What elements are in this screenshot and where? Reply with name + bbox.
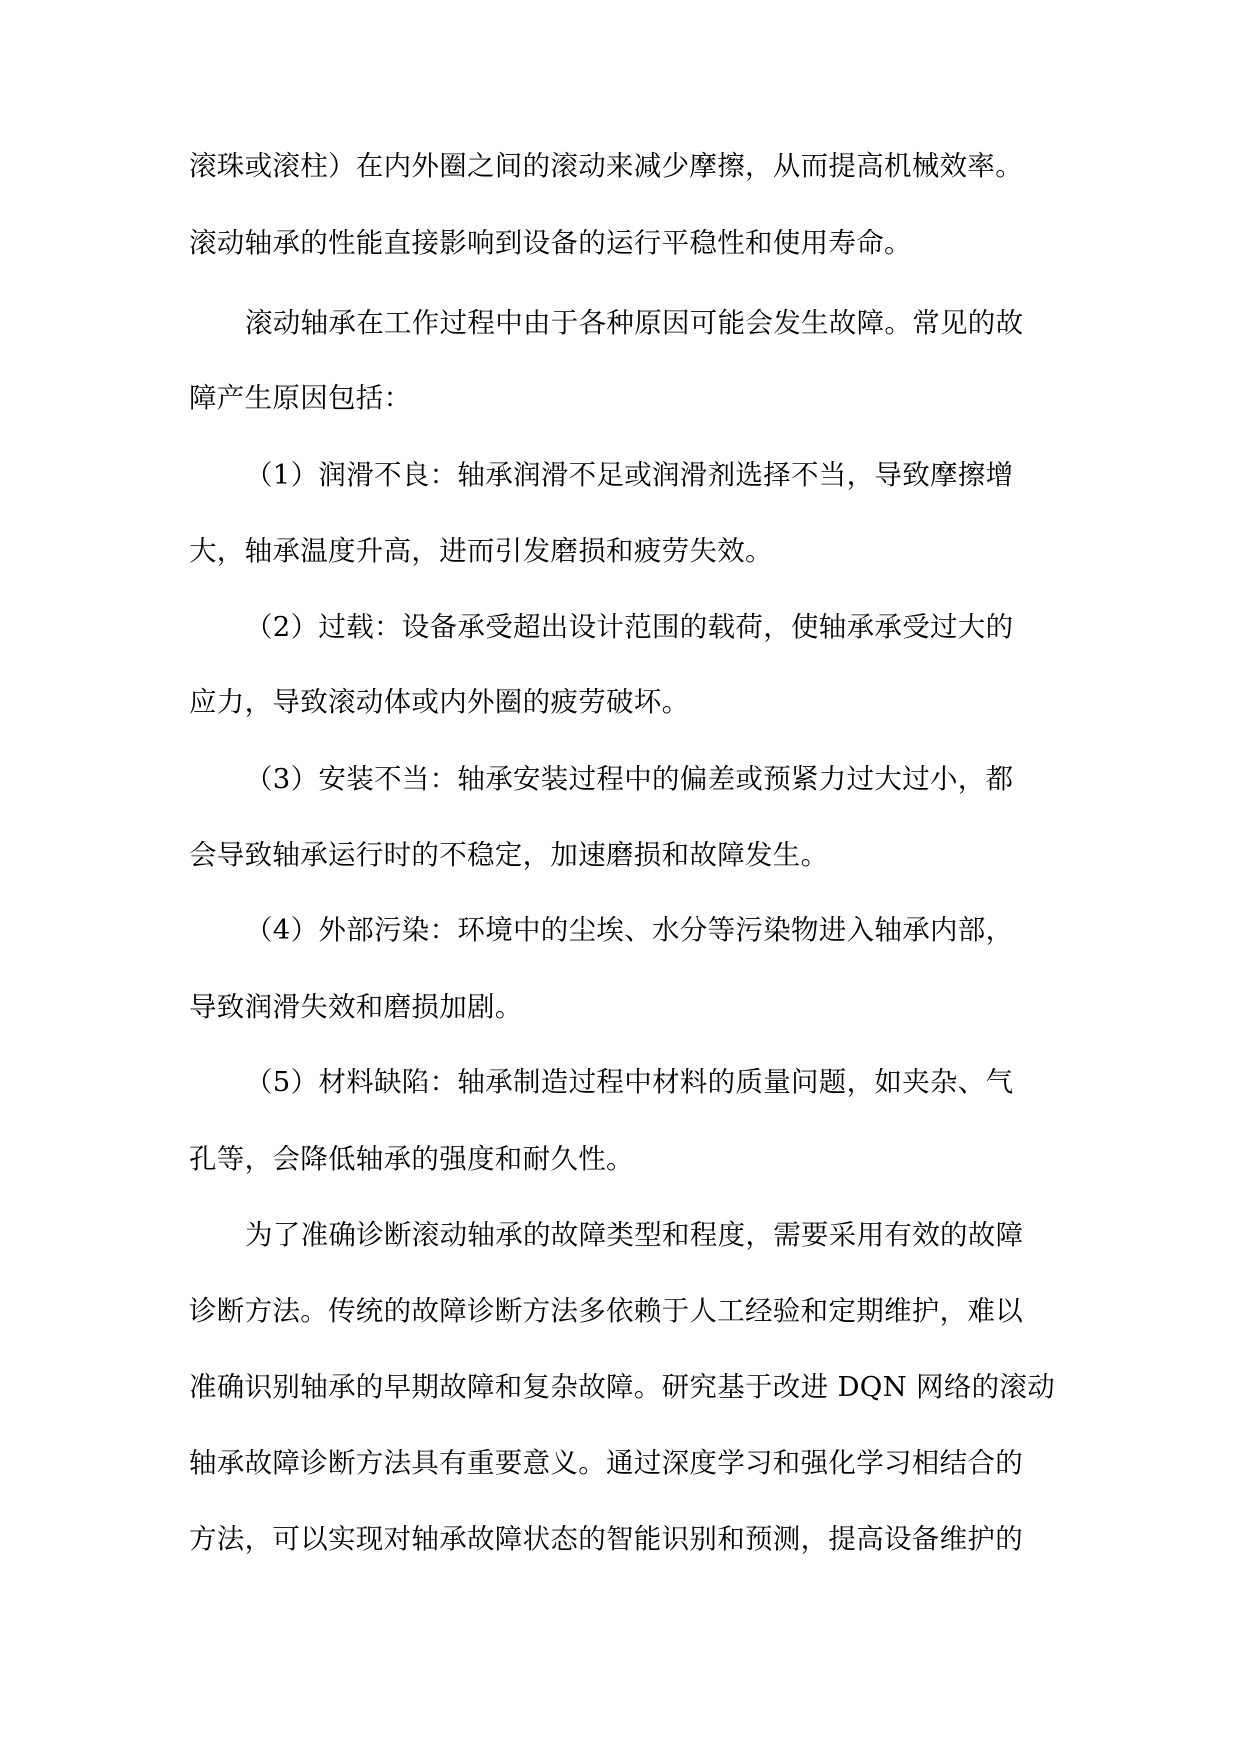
paragraph-line: 障产生原因包括： — [189, 382, 412, 414]
list-item-line: 会导致轴承运行时的不稳定，加速磨损和故障发生。 — [189, 839, 829, 871]
list-item-line: （5）材料缺陷：轴承制造过程中材料的质量问题，如夹杂、气 — [245, 1066, 1014, 1098]
list-item-line: （4）外部污染：环境中的尘埃、水分等污染物进入轴承内部， — [245, 914, 1014, 946]
list-item-line: 应力，导致滚动体或内外圈的疲劳破坏。 — [189, 686, 690, 718]
list-item-line: 大，轴承温度升高，进而引发磨损和疲劳失效。 — [189, 535, 773, 567]
paragraph-line: 轴承故障诊断方法具有重要意义。通过深度学习和强化学习相结合的 — [189, 1447, 1023, 1479]
list-item-line: （1）润滑不良：轴承润滑不足或润滑剂选择不当，导致摩擦增 — [245, 459, 1014, 491]
paragraph-line: 诊断方法。传统的故障诊断方法多依赖于人工经验和定期维护，难以 — [189, 1295, 1023, 1327]
paragraph-line: 准确识别轴承的早期故障和复杂故障。研究基于改进 DQN 网络的滚动 — [189, 1371, 1056, 1403]
list-item-line: （3）安装不当：轴承安装过程中的偏差或预紧力过大过小，都 — [245, 763, 1014, 795]
paragraph-line: 为了准确诊断滚动轴承的故障类型和程度，需要采用有效的故障 — [245, 1219, 1024, 1251]
list-item-line: 孔等，会降低轴承的强度和耐久性。 — [189, 1143, 634, 1175]
paragraph-line: 方法，可以实现对轴承故障状态的智能识别和预测，提高设备维护的 — [189, 1523, 1023, 1555]
list-item-line: 导致润滑失效和磨损加剧。 — [189, 991, 523, 1023]
paragraph-line: 滚珠或滚柱）在内外圈之间的滚动来减少摩擦，从而提高机械效率。 — [189, 150, 1023, 182]
paragraph-line: 滚动轴承在工作过程中由于各种原因可能会发生故障。常见的故 — [245, 307, 1024, 339]
list-item-line: （2）过载：设备承受超出设计范围的载荷，使轴承承受过大的 — [245, 611, 1014, 643]
paragraph-line: 滚动轴承的性能直接影响到设备的运行平稳性和使用寿命。 — [189, 227, 912, 259]
